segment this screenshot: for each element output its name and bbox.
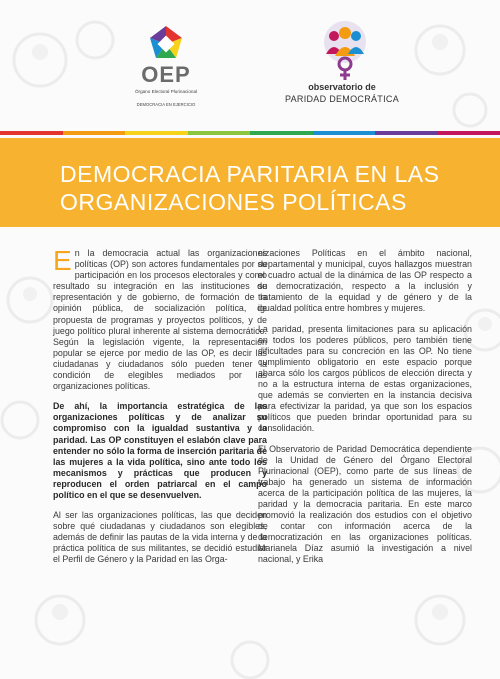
observatorio-line1: observatorio de (308, 82, 376, 92)
title-line-1: DEMOCRACIA PARITARIA EN LAS (60, 161, 440, 187)
observatorio-line2: PARIDAD DEMOCRÁTICA (284, 94, 400, 104)
color-bar-segment (0, 131, 63, 135)
color-bar-segment (63, 131, 126, 135)
oep-logo (118, 22, 214, 114)
color-bar-segment (188, 131, 251, 135)
title-line-2: ORGANIZACIONES POLÍTICAS (60, 189, 407, 215)
page-header (0, 0, 500, 140)
paragraph: El Observatorio de Paridad Democrática dependiente de la Unidad de Género del Órgano Electoral Plurinacional (OEP), como parte de sus líneas de trabajo ha generado un sistema de información acerca de la participación política de las mujeres, la paridad y la democracia paritaria. En este marco promovió la realización dos estudios con el objetivo de contar con información acerca de la democratización en las organizaciones políticas. Marianela Díaz asumió la investigación a nivel nacional, y Erika (258, 443, 472, 565)
color-bar-segment (250, 131, 313, 135)
paragraph: La paridad, presenta limitaciones para su aplicación en todos los poderes públicos, pero también tiene dificultades para su concreción en las OP. No tiene cumplimiento obligatorio en este espacio porque abarca sólo los cargos públicos de elección directa y no a la estructura interna de estas organizaciones, que además se convierten en la instancia decisiva para efectivizar la paridad, ya que son los espacios políticos que pueden brindar oportunidad para su consolidación. (258, 323, 472, 434)
left-column (53, 245, 267, 575)
color-bar-segment (125, 131, 188, 135)
color-bar-segment (375, 131, 438, 135)
color-bar-segment (313, 131, 376, 135)
oep-emblem-icon (146, 24, 186, 64)
oep-tagline: DEMOCRACIA EN EJERCICIO (136, 102, 196, 107)
oep-subtitle: Órgano Electoral Plurinacional (134, 89, 198, 94)
paragraph-text: n la democracia actual las organizaciones políticas (OP) son actores fundamentales por su participación en los procesos electorales y como resultado su integración en las instituciones de representación y de gobierno, de formación de la opinión pública, de socialización política, de propuesta de programas y proyectos políticos, y de juego político plural inherente al sistema democrático. Según la legislación vigente, la representación popular se ejerce por medio de las OP, es decir las ciudadanas y ciudadanos sólo pueden tener la condición de elegibles mediados por las organizaciones políticas. (53, 248, 267, 392)
rainbow-color-bar (0, 131, 500, 135)
oep-acronym: OEP (141, 62, 191, 87)
paragraph-bold: De ahí, la importancia estratégica de las organizaciones políticas y de analizar su compromiso con la igualdad sustantiva y la paridad. Las OP constituyen el eslabón clave para entender no sólo la forma de inserción paritaria de las mujeres a la vida política, sino ante todo los mecanismos y prácticas que producen y reproducen el orden patriarcal en el campo político en el que se desenvuelven. (53, 401, 267, 500)
color-bar-segment (438, 131, 500, 135)
page-title (60, 160, 470, 216)
right-column (258, 248, 472, 575)
paragraph: Al ser las organizaciones políticas, las que deciden sobre qué ciudadanas y ciudadanos son elegibles, además de definir las pautas de la vida interna y de la práctica política de sus militantes, se decidió estudiar el Perfil de Género y la Paridad en las Orga- (53, 510, 267, 565)
women-group-icon (320, 20, 370, 82)
drop-cap: E (53, 245, 72, 276)
paragraph (53, 245, 267, 392)
observatorio-logo (282, 18, 402, 118)
paragraph: nizaciones Políticas en el ámbito nacional, departamental y municipal, cuyos hallazgos muestran el cuadro actual de la dinámica de las OP respecto a su democratización, respecto a la inclusión y tratamiento de la equidad y de género y de la igualdad política entre hombres y mujeres. (258, 248, 472, 314)
